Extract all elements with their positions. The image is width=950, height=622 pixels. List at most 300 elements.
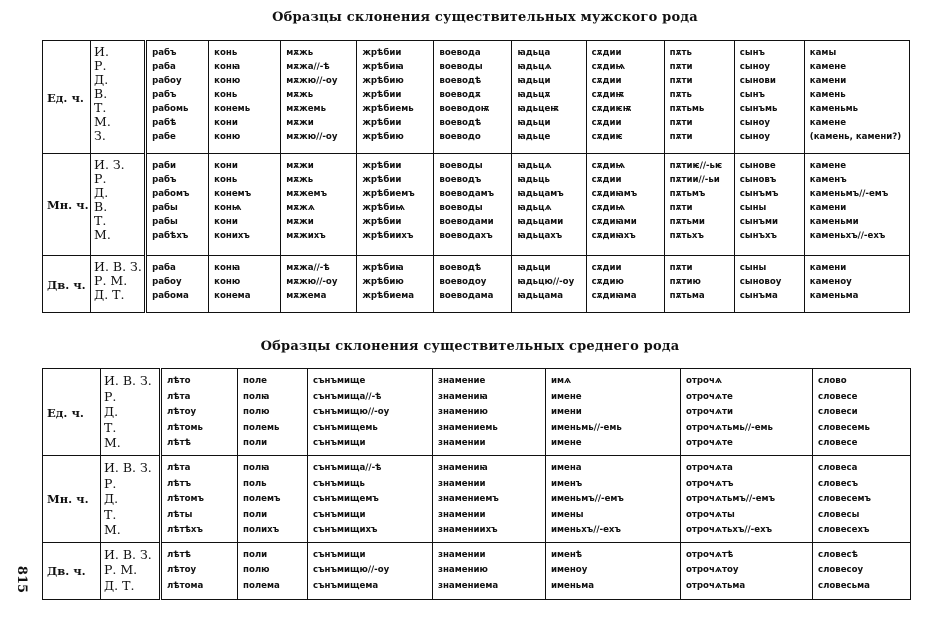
word-form: знамению: [438, 407, 488, 417]
word-form: жрѣбиихъ: [362, 231, 414, 241]
word-form: воеводоу: [439, 277, 487, 287]
case-labels: [101, 369, 161, 456]
word-form: каменьмь: [809, 104, 859, 114]
word-form: сынъми: [739, 217, 779, 227]
word-form: конема: [214, 291, 251, 301]
word-form: камени: [809, 203, 847, 213]
paradigm-cell: [804, 154, 909, 256]
word-form: имены: [551, 509, 584, 520]
case-label: Д.: [94, 185, 109, 200]
word-form: сынъхъ: [739, 231, 777, 241]
word-form: конь: [214, 48, 238, 58]
word-form: сѫдиѥ: [591, 132, 623, 142]
word-form: сынъмъ: [739, 189, 779, 199]
word-form: сѫдиѭ: [591, 90, 625, 100]
word-form: камы: [809, 48, 837, 58]
word-form: мѫжю//-оу: [286, 76, 338, 86]
word-form: словесѣ: [818, 549, 858, 560]
word-form: лѣтоу: [167, 407, 197, 417]
word-form: имена: [551, 463, 582, 473]
case-label: Р.: [104, 388, 117, 404]
word-form: сънъмищи: [313, 509, 366, 520]
word-form: именъ: [551, 478, 583, 489]
word-form: знамении: [438, 438, 486, 448]
word-form: камени: [809, 76, 847, 86]
word-form: пѫтьхъ: [669, 231, 704, 241]
neuter-table-title: Образцы склонения существительных среднего рода: [260, 339, 680, 354]
word-form: пѫть: [669, 90, 692, 100]
word-form: мѫжѧ: [286, 203, 315, 213]
word-form: воеводы: [439, 161, 483, 171]
number-group-singular: [43, 41, 910, 154]
word-form: отрочѧтьхъ//-ехъ: [686, 525, 773, 535]
word-form: полемь: [243, 422, 280, 433]
paradigm-cell: [512, 256, 586, 313]
case-label: Т.: [104, 419, 117, 435]
masculine-table-title: Образцы склонения существительных мужского рода: [272, 10, 698, 25]
paradigm-cell: [546, 456, 681, 543]
paradigm-cell: [357, 256, 434, 313]
word-form: коню: [214, 76, 241, 86]
word-form: сънъмища//-ѣ: [313, 391, 382, 402]
word-form: сънъмищемъ: [313, 494, 379, 504]
word-form: полемъ: [243, 494, 281, 504]
word-form: каменьмъ//-емъ: [809, 189, 889, 199]
case-label: И.: [94, 44, 109, 59]
word-form: мѫжь: [286, 90, 314, 100]
word-form: пѫть: [669, 48, 692, 58]
case-label: Р. М.: [104, 562, 138, 577]
word-form: лѣтѣ: [167, 549, 191, 560]
word-form: сынъмь: [739, 104, 778, 114]
word-form: раби: [152, 161, 177, 171]
paradigm-cell: [546, 369, 681, 456]
word-form: знамениꙗ: [438, 391, 488, 402]
word-form: рабоу: [152, 76, 182, 86]
paradigm-cell: [357, 154, 434, 256]
word-form: мѫжа//-ѣ: [286, 62, 330, 72]
word-form: знамениихъ: [438, 525, 498, 535]
word-form: поль: [243, 478, 267, 489]
word-form: мѫжа//-ѣ: [286, 263, 330, 273]
word-form: отрочѧтъ: [686, 478, 734, 489]
word-form: лѣта: [167, 463, 191, 473]
word-form: сыноу: [739, 132, 771, 142]
case-label: Д.: [104, 404, 119, 419]
word-form: ꙗдьцѫ: [517, 90, 551, 100]
word-form: полю: [243, 565, 270, 575]
word-form: каменоу: [809, 277, 852, 287]
word-form: пѫти: [669, 132, 693, 142]
paradigm-cell: [434, 41, 512, 154]
case-label: Т.: [94, 213, 107, 228]
word-form: знамении: [438, 478, 486, 489]
word-form: полꙗ: [243, 463, 270, 473]
paradigm-cell: [681, 456, 813, 543]
word-form: именьхъ//-ехъ: [551, 525, 621, 535]
case-label: Р. М.: [94, 273, 128, 288]
word-form: мѫжема: [286, 291, 327, 301]
paradigm-cell: [433, 456, 546, 543]
number-group-singular: [43, 369, 911, 456]
word-form: знамение: [438, 376, 486, 386]
case-label: М.: [94, 227, 111, 242]
word-form: сыновъ: [739, 175, 777, 185]
word-form: имене: [551, 391, 582, 402]
word-form: мѫжемь: [286, 104, 327, 114]
word-form: воеводѫ: [439, 90, 481, 100]
word-form: ꙗдьце: [517, 132, 551, 142]
word-form: ꙗдьци: [517, 263, 551, 273]
word-form: жрѣбии: [362, 90, 402, 100]
word-form: рабомь: [152, 104, 189, 114]
word-form: ꙗдьци: [517, 76, 551, 86]
word-form: кони: [214, 217, 238, 227]
paradigm-cell: [308, 456, 433, 543]
word-form: пѫтии//-ьи: [669, 175, 720, 185]
word-form: жрѣбии: [362, 175, 402, 185]
number-label: Дв. ч.: [43, 256, 91, 313]
word-form: каменьхъ//-ехъ: [809, 231, 886, 241]
word-form: словеси: [818, 407, 858, 417]
case-label: Р.: [94, 171, 107, 186]
word-form: мѫжь: [286, 48, 314, 58]
paradigm-cell: [813, 456, 911, 543]
paradigm-cell: [586, 154, 664, 256]
word-form: знамении: [438, 509, 486, 520]
word-form: камене: [809, 118, 847, 128]
word-form: сыны: [739, 263, 767, 273]
paradigm-cell: [161, 542, 238, 599]
number-label: Дв. ч.: [43, 542, 101, 599]
paradigm-cell: [161, 369, 238, 456]
word-form: сънъмищи: [313, 549, 366, 560]
word-form: отрочѧте: [686, 438, 733, 448]
word-form: словесьма: [818, 580, 870, 591]
word-form: жрѣбию: [362, 277, 404, 287]
neuter-declension-table: [42, 368, 911, 600]
word-form: рабъ: [152, 90, 177, 100]
word-form: отрочѧты: [686, 509, 735, 520]
word-form: каменьма: [809, 291, 859, 301]
word-form: сѫдии: [591, 263, 622, 273]
paradigm-cell: [433, 369, 546, 456]
word-form: рабѣ: [152, 118, 177, 128]
word-form: конꙗ: [214, 62, 241, 72]
word-form: пѫти: [669, 118, 693, 128]
case-label: М.: [104, 435, 121, 450]
word-form: пѫтиѥ//-ьѥ: [669, 161, 723, 171]
word-form: пѫтьма: [669, 291, 705, 301]
paradigm-cell: [209, 41, 281, 154]
paradigm-cell: [813, 369, 911, 456]
case-label: М.: [94, 114, 111, 129]
word-form: коню: [214, 132, 241, 142]
word-form: пѫтию: [669, 277, 701, 287]
word-form: именьмь//-емь: [551, 422, 622, 433]
word-form: мѫжи: [286, 217, 314, 227]
paradigm-cell: [146, 41, 209, 154]
word-form: лѣтъ: [167, 478, 192, 489]
number-label: Мн. ч.: [43, 154, 91, 256]
word-form: сынъ: [739, 48, 765, 58]
word-form: сѫдиꙗма: [591, 291, 637, 301]
page-number: 815: [14, 565, 30, 594]
word-form: воеводахъ: [439, 231, 493, 241]
word-form: отрочѧтоу: [686, 565, 739, 575]
word-form: сѫдиѩ: [591, 203, 626, 213]
word-form: (камень, камени?): [809, 132, 902, 142]
case-label: В.: [94, 199, 108, 214]
word-form: ꙗдьцахъ: [517, 231, 563, 241]
word-form: сѫдии: [591, 48, 622, 58]
case-labels: [91, 154, 146, 256]
word-form: сѫдию: [591, 277, 624, 287]
word-form: воевода: [439, 48, 481, 58]
word-form: жрѣбиꙗ: [362, 62, 404, 72]
word-form: рабе: [152, 132, 176, 142]
paradigm-cell: [434, 256, 512, 313]
paradigm-cell: [238, 369, 308, 456]
case-label: И. В. З.: [94, 259, 142, 274]
word-form: пѫтьми: [669, 217, 705, 227]
number-group-dual: [43, 542, 911, 599]
word-form: лѣты: [167, 509, 193, 520]
word-form: воеводоѭ: [439, 104, 490, 114]
word-form: лѣтомь: [167, 422, 203, 433]
word-form: лѣтѣ: [167, 438, 191, 448]
word-form: коню: [214, 277, 241, 287]
word-form: жрѣбию: [362, 132, 404, 142]
word-form: камене: [809, 62, 847, 72]
word-form: жрѣбиемь: [362, 104, 414, 114]
word-form: жрѣбии: [362, 161, 402, 171]
paradigm-cell: [146, 256, 209, 313]
case-label: Д.: [104, 491, 119, 506]
word-form: словесехъ: [818, 525, 870, 535]
word-form: кони: [214, 118, 238, 128]
word-form: слово: [818, 376, 847, 386]
word-form: сънъмищема: [313, 580, 379, 591]
word-form: ꙗдьци: [517, 118, 551, 128]
word-form: ꙗдьцама: [517, 291, 564, 301]
word-form: воеводама: [439, 291, 494, 301]
case-label: И. В. З.: [104, 460, 152, 475]
paradigm-cell: [357, 41, 434, 154]
word-form: воеводъ: [439, 175, 482, 185]
word-form: жрѣбии: [362, 217, 402, 227]
word-form: ꙗдьцамъ: [517, 189, 564, 199]
word-form: мѫжихъ: [286, 231, 326, 241]
word-form: именьмъ//-емъ: [551, 494, 624, 504]
word-form: отрочѧтьмь//-емь: [686, 422, 773, 433]
word-form: отрочѧти: [686, 407, 733, 417]
word-form: словесъ: [818, 478, 859, 489]
word-form: сънъмищю//-оу: [313, 407, 390, 417]
word-form: пѫтьмь: [669, 104, 705, 114]
word-form: конемь: [214, 104, 251, 114]
word-form: раба: [152, 62, 176, 72]
word-form: мѫжи: [286, 161, 314, 171]
word-form: рабома: [152, 291, 189, 301]
word-form: знамениема: [438, 580, 499, 591]
word-form: отрочѧ: [686, 376, 722, 386]
word-form: лѣтомъ: [167, 494, 204, 504]
case-labels: [101, 542, 161, 599]
word-form: сынове: [739, 161, 776, 171]
word-form: именоу: [551, 565, 588, 575]
word-form: воеводы: [439, 62, 483, 72]
word-form: сыноу: [739, 118, 771, 128]
word-form: словесемъ: [818, 494, 871, 504]
word-form: мѫжю//-оу: [286, 277, 338, 287]
word-form: сыновоу: [739, 277, 782, 287]
word-form: рабъ: [152, 175, 177, 185]
word-form: отрочѧтьмъ//-емъ: [686, 494, 776, 504]
word-form: рабоу: [152, 277, 182, 287]
word-form: сѫдиѩ: [591, 161, 626, 171]
word-form: конихъ: [214, 231, 250, 241]
word-form: ꙗдьца: [517, 48, 551, 58]
number-group-plural: [43, 154, 910, 256]
word-form: воеводѣ: [439, 263, 482, 273]
case-label: И. В. З.: [104, 373, 152, 388]
word-form: пѫтьмъ: [669, 189, 706, 199]
word-form: мѫжю//-оу: [286, 132, 338, 142]
word-form: знамениемъ: [438, 494, 499, 504]
case-label: И. В. З.: [104, 546, 152, 562]
paradigm-cell: [308, 369, 433, 456]
word-form: ꙗдьцами: [517, 217, 564, 227]
case-label: Т.: [104, 506, 117, 522]
case-labels: [91, 41, 146, 154]
masculine-declension-table: [42, 40, 910, 313]
paradigm-cell: [146, 154, 209, 256]
paradigm-cell: [434, 154, 512, 256]
word-form: именьма: [551, 580, 595, 591]
word-form: словесе: [818, 391, 858, 402]
case-label: И. З.: [94, 157, 125, 172]
case-label: М.: [104, 522, 121, 537]
word-form: сѫдии: [591, 175, 622, 185]
word-form: сънъмищемь: [313, 422, 378, 433]
word-form: сѫдиꙗхъ: [591, 231, 636, 241]
word-form: воеводѣ: [439, 118, 482, 128]
paradigm-cell: [813, 542, 911, 599]
word-form: конꙗ: [214, 263, 241, 273]
paradigm-cell: [512, 154, 586, 256]
word-form: сънъмищи: [313, 438, 366, 448]
word-form: лѣтѣхъ: [167, 525, 203, 535]
word-form: сѫдии: [591, 118, 622, 128]
paradigm-cell: [734, 154, 804, 256]
case-label: В.: [94, 86, 108, 101]
word-form: полꙗ: [243, 391, 270, 402]
word-form: воеводѣ: [439, 76, 482, 86]
word-form: пѫти: [669, 76, 693, 86]
word-form: воеводами: [439, 217, 494, 227]
word-form: поли: [243, 509, 268, 520]
case-label: Т.: [94, 100, 107, 115]
case-label: Д. Т.: [94, 287, 125, 302]
paradigm-cell: [734, 41, 804, 154]
paradigm-cell: [681, 542, 813, 599]
word-form: сынъма: [739, 291, 778, 301]
word-form: отрочѧтѣ: [686, 549, 734, 560]
paradigm-cell: [281, 41, 357, 154]
word-form: ꙗдьцѧ: [517, 161, 552, 171]
case-label: З.: [94, 128, 106, 143]
word-form: поле: [243, 376, 267, 386]
word-form: полю: [243, 407, 270, 417]
case-label: Д.: [94, 72, 109, 87]
word-form: сѫдиꙗми: [591, 217, 637, 227]
word-form: отрочѧта: [686, 463, 733, 473]
word-form: конѩ: [214, 203, 242, 213]
word-form: мѫжи: [286, 118, 314, 128]
number-group-plural: [43, 456, 911, 543]
word-form: сѫдиꙗмъ: [591, 189, 638, 199]
word-form: знамениꙗ: [438, 463, 488, 473]
word-form: пѫти: [669, 263, 693, 273]
number-label: Ед. ч.: [43, 369, 101, 456]
paradigm-cell: [664, 256, 734, 313]
word-form: ꙗдьцѧ: [517, 62, 552, 72]
word-form: воеводо: [439, 132, 481, 142]
word-form: сънъмище: [313, 376, 366, 386]
word-form: ꙗдьцеѭ: [517, 104, 559, 114]
word-form: лѣта: [167, 391, 191, 402]
word-form: лѣто: [167, 376, 191, 386]
word-form: конь: [214, 90, 238, 100]
paradigm-cell: [161, 456, 238, 543]
word-form: сънъмища//-ѣ: [313, 463, 382, 473]
word-form: жрѣбиемъ: [362, 189, 415, 199]
word-form: пѫти: [669, 62, 693, 72]
word-form: жрѣбию: [362, 76, 404, 86]
word-form: конь: [214, 175, 238, 185]
paradigm-cell: [586, 41, 664, 154]
case-label: Д. Т.: [104, 577, 135, 593]
word-form: сънъмищю//-оу: [313, 565, 390, 575]
paradigm-cell: [664, 154, 734, 256]
word-form: сънъмищихъ: [313, 525, 378, 535]
word-form: жрѣбии: [362, 118, 402, 128]
word-form: знамениемь: [438, 422, 498, 433]
word-form: камень: [809, 90, 846, 100]
word-form: знамению: [438, 565, 488, 575]
case-label: Р.: [104, 475, 117, 491]
word-form: отрочѧте: [686, 391, 733, 402]
word-form: сѫдиѥѭ: [591, 104, 632, 114]
case-label: Р.: [94, 58, 107, 73]
word-form: жрѣбиꙗ: [362, 263, 404, 273]
word-form: жрѣбии: [362, 48, 402, 58]
case-labels: [91, 256, 146, 313]
word-form: жрѣбиѩ: [362, 203, 406, 213]
word-form: пѫти: [669, 203, 693, 213]
word-form: отрочѧтьма: [686, 580, 746, 591]
word-form: словесе: [818, 438, 858, 448]
word-form: словесемь: [818, 422, 870, 433]
word-form: конемъ: [214, 189, 252, 199]
paradigm-cell: [238, 456, 308, 543]
word-form: каменьми: [809, 217, 859, 227]
word-form: словеса: [818, 463, 858, 473]
word-form: полихъ: [243, 525, 280, 535]
word-form: камени: [809, 263, 847, 273]
word-form: сыны: [739, 203, 767, 213]
